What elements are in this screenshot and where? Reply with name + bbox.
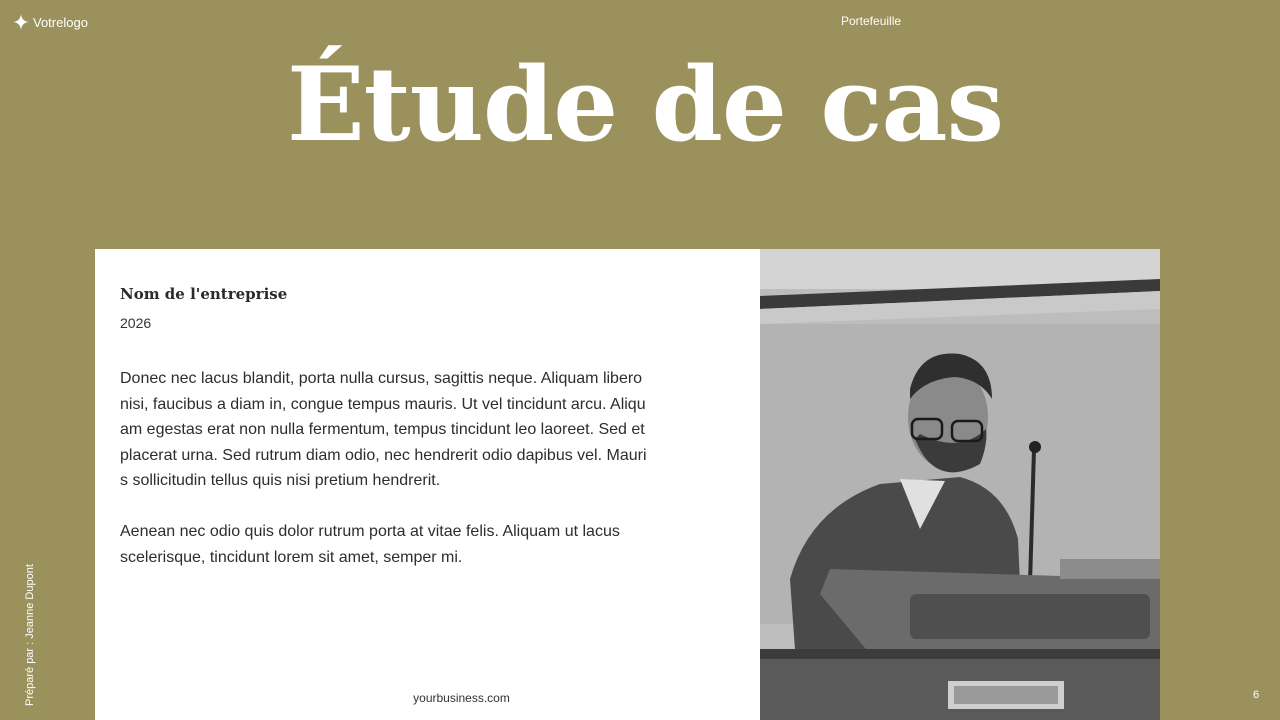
sparkle-icon (13, 14, 29, 30)
section-label: Portefeuille (841, 14, 902, 28)
page-title: Étude de cas (286, 45, 1004, 165)
logo-text: Votrelogo (33, 14, 88, 30)
page-number: 6 (1253, 689, 1260, 701)
logo (13, 14, 88, 30)
content-card (95, 249, 760, 720)
body-paragraph-1: Donec nec lacus blandit, porta nulla cursus, sagittis neque. Aliquam libero nisi, faucibus a diam in, congue tempus mauris. Ut vel tincidunt arcu. Aliquam egestas erat non nulla fermentum, tempus tincidunt leo laoreet. Sed et placerat urna. Sed rutrum diam odio, nec hendrerit odio dapibus vel. Mauris sollicitudin tellus quis nisi pretium hendrerit. (120, 370, 647, 489)
website-link[interactable]: yourbusiness.com (413, 691, 510, 705)
speaker-photo (760, 249, 1160, 720)
prepared-by: Préparé par : Jeanne Dupont (24, 564, 36, 706)
company-name: Nom de l'entreprise (120, 285, 288, 303)
year: 2026 (120, 315, 152, 331)
body-paragraph-2: Aenean nec odio quis dolor rutrum porta at vitae felis. Aliquam ut lacus scelerisque, tincidunt lorem sit amet, semper mi. (120, 523, 620, 566)
